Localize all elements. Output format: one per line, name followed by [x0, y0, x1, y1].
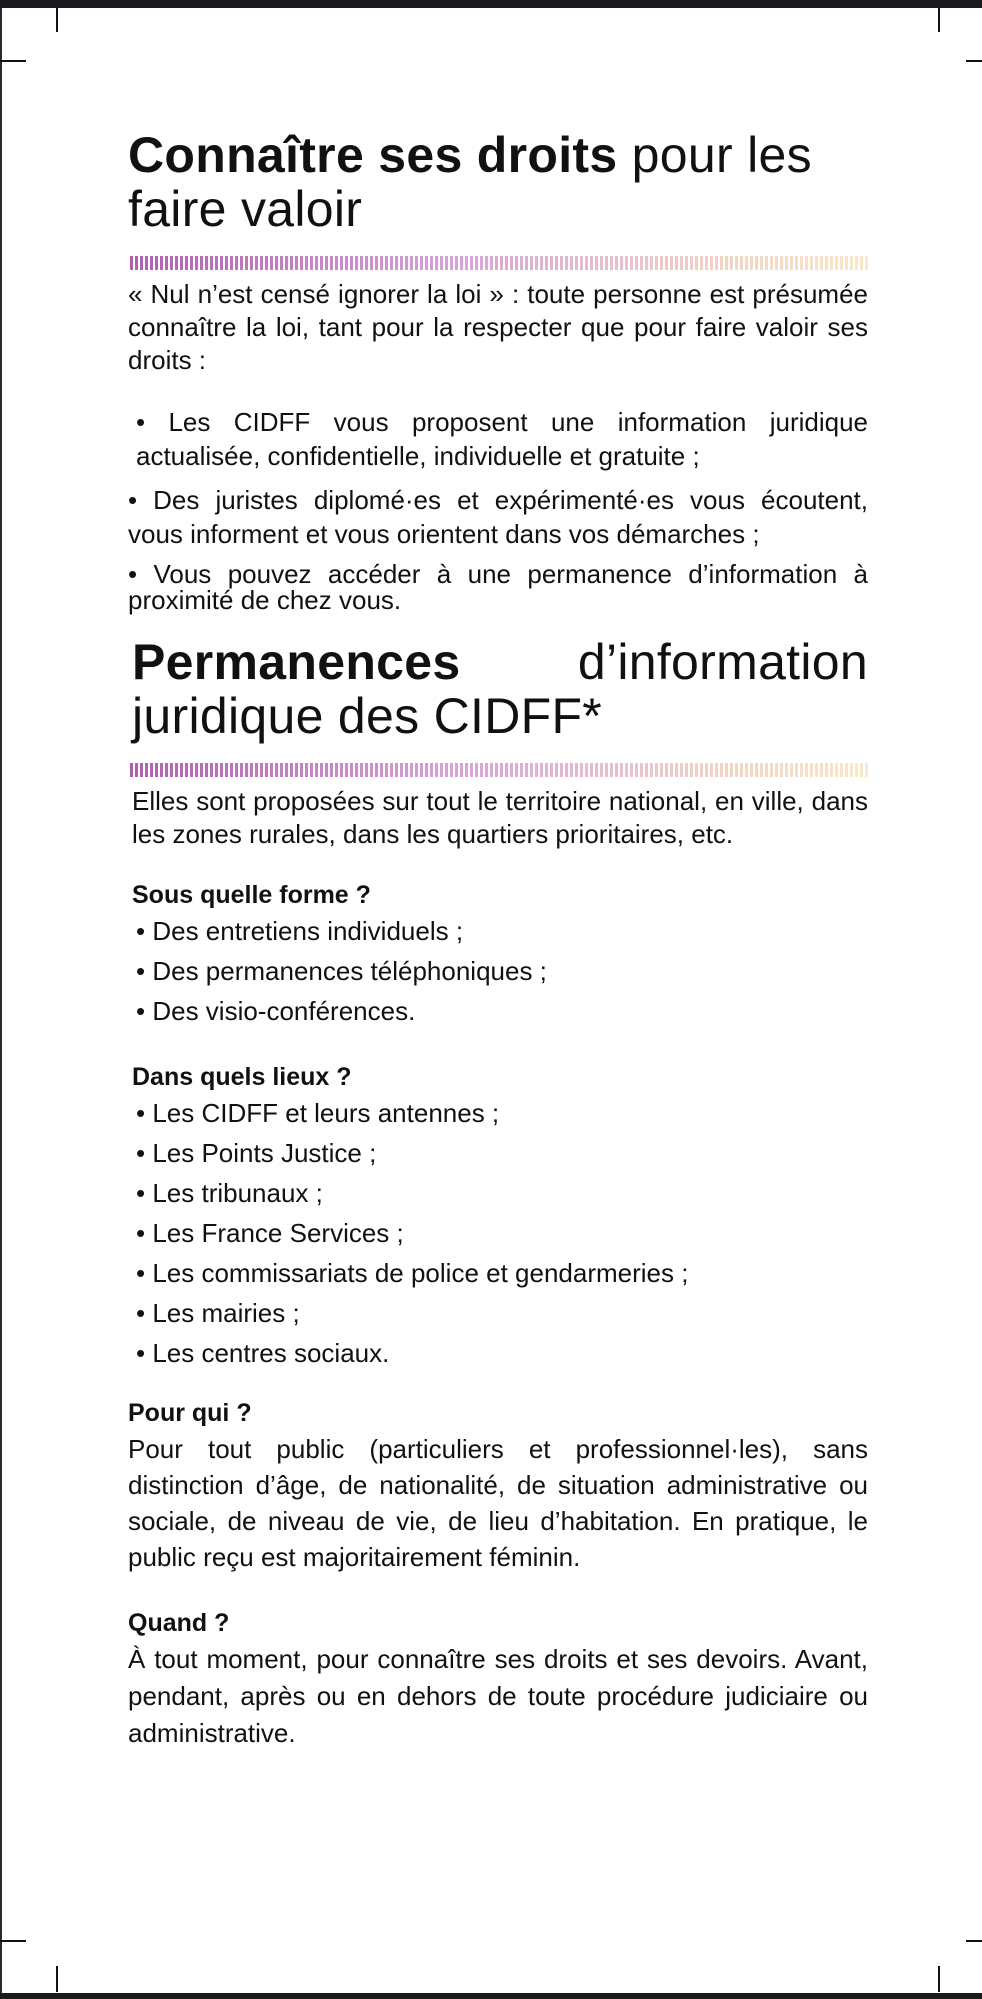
section2-title — [128, 635, 868, 743]
forme-section — [128, 879, 868, 1031]
list-item: • Les mairies ; — [136, 1298, 300, 1328]
qui-text: Pour tout public (particuliers et professionnel·les), sans distinction d’âge, de nationalité, de situation administrative ou sociale, de niveau de vie, de lieu d’habitation. En pratique, le public reçu est majoritairement féminin. — [128, 1434, 868, 1572]
section2-intro: Elles sont proposées sur tout le territoire national, en ville, dans les zones rurales, dans les quartiers prioritaires, etc. — [132, 786, 868, 849]
list-item: • Les tribunaux ; — [136, 1178, 323, 1208]
lieux-heading: Dans quels lieux ? — [132, 1063, 352, 1091]
section1-bullet-list — [128, 405, 868, 613]
list-item: • Des permanences téléphoniques ; — [136, 956, 547, 986]
crop-mark-top-right-h — [966, 60, 982, 62]
crop-mark-top-left-v — [56, 8, 58, 32]
section1-title — [128, 128, 868, 236]
crop-mark-top-left-h — [0, 60, 26, 62]
forme-heading: Sous quelle forme ? — [132, 881, 371, 909]
left-frame-edge — [0, 8, 2, 1993]
crop-mark-bottom-right-h — [966, 1940, 982, 1942]
list-item: • Les CIDFF vous proposent une information juridique actualisée, confidentielle, individuelle et gratuite ; — [136, 407, 868, 471]
bottom-frame-bar — [0, 1993, 982, 1999]
section1-title-light: pour les faire valoir — [128, 127, 812, 237]
lieux-section — [128, 1061, 868, 1373]
list-item: • Les CIDFF et leurs antennes ; — [136, 1098, 500, 1128]
list-item: • Les centres sociaux. — [136, 1338, 390, 1368]
list-item: • Les France Services ; — [136, 1218, 404, 1248]
quand-heading: Quand ? — [128, 1609, 230, 1637]
top-frame-bar — [0, 0, 982, 8]
crop-mark-top-right-v — [938, 8, 940, 32]
crop-mark-bottom-left-h — [0, 1940, 26, 1942]
list-item: • Des visio-conférences. — [136, 996, 416, 1026]
list-item: • Vous pouvez accéder à une permanence d’information à proximité de chez vous. — [128, 559, 868, 615]
list-item: • Des entretiens individuels ; — [136, 916, 464, 946]
crop-mark-bottom-left-v — [56, 1966, 58, 1992]
section2-title-bold: Permanences — [132, 634, 461, 690]
list-item: • Les commissariats de police et gendarmeries ; — [136, 1258, 689, 1288]
section2-divider — [128, 763, 868, 777]
quand-section — [128, 1607, 868, 1752]
qui-section — [128, 1397, 868, 1575]
list-item: • Les Points Justice ; — [136, 1138, 377, 1168]
qui-heading: Pour qui ? — [128, 1399, 252, 1427]
list-item: • Des juristes diplomé·es et expérimenté·es vous écoutent, vous informent et vous orientent dans vos démarches ; — [128, 485, 868, 549]
section2-title-light: d’information juridique des CIDFF* — [132, 634, 868, 744]
crop-mark-bottom-right-v — [938, 1966, 940, 1992]
section1-intro: « Nul n’est censé ignorer la loi » : toute personne est présumée connaître la loi, tant pour la respecter que pour faire valoir ses droits : — [128, 279, 868, 375]
section1-title-bold: Connaître ses droits — [128, 127, 618, 183]
document-page — [128, 128, 868, 1752]
quand-text: À tout moment, pour connaître ses droits et ses devoirs. Avant, pendant, après ou en dehors de toute procédure judiciaire ou administrative. — [128, 1644, 868, 1748]
section1-divider — [128, 256, 868, 270]
